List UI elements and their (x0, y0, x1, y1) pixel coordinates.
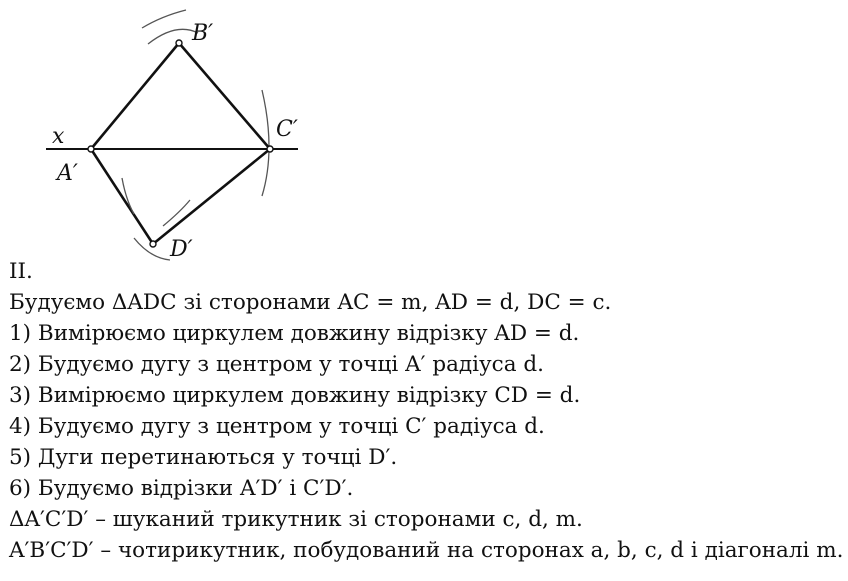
label-b-prime: B′ (192, 21, 214, 46)
step-5: 5) Дуги перетинаються у точці D′. (9, 445, 398, 470)
segment-b-c (179, 43, 270, 149)
arc-near-b-left (142, 10, 186, 28)
conclusion-triangle: ΔA′C′D′ – шуканий трикутник зі сторонами c, d, m. (9, 507, 583, 532)
step-2: 2) Будуємо дугу з центром у точці A′ радіуса d. (9, 352, 544, 377)
step-4: 4) Будуємо дугу з центром у точці C′ радіуса d. (9, 414, 545, 439)
point-a (88, 146, 94, 152)
step-1: 1) Вимірюємо циркулем довжину відрізку AD = d. (9, 321, 580, 346)
point-b (176, 40, 182, 46)
label-c-prime: C′ (276, 117, 298, 142)
conclusion-quadrilateral: A′B′C′D′ – чотирикутник, побудований на сторонах a, b, c, d і діагоналі m. (9, 538, 844, 563)
step-intro: Будуємо ΔADC зі сторонами AC = m, AD = d, DC = c. (9, 290, 612, 315)
arc-near-d-left (122, 178, 134, 214)
section-number: II. (9, 259, 33, 284)
point-d (150, 241, 156, 247)
arc-near-d-right (163, 200, 190, 226)
step-6: 6) Будуємо відрізки A′D′ і C′D′. (9, 476, 354, 501)
arc-near-b-right (148, 29, 198, 44)
label-x: x (52, 124, 65, 149)
label-a-prime: A′ (57, 161, 78, 186)
segment-c-d (153, 149, 270, 244)
construction-figure (0, 0, 320, 270)
segment-a-b (91, 43, 179, 149)
point-c (267, 146, 273, 152)
construction-steps (9, 256, 844, 566)
step-3: 3) Вимірюємо циркулем довжину відрізку CD = d. (9, 383, 581, 408)
segment-a-d (91, 149, 153, 244)
label-d-prime: D′ (170, 237, 193, 262)
